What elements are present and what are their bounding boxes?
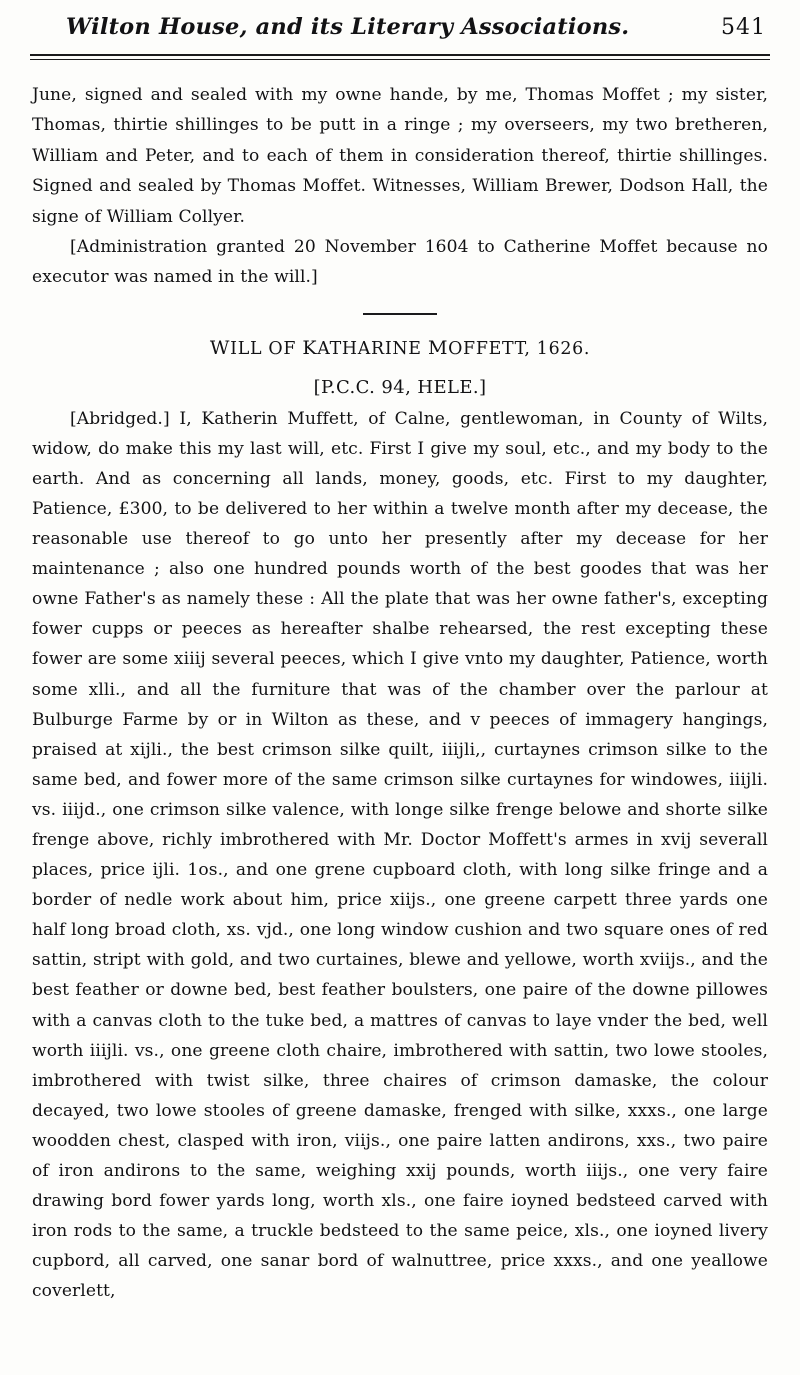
paragraph-will-moffet-continued: June, signed and sealed with my owne hande, by me, Thomas Moffet ; my sister, Thomas, thirtie shillinges to be putt in a ringe ; my overseers, my two bretheren, William and Peter, and to each of them in consideration thereof, thirtie shillinges. Signed and sealed by Thomas Moffet. Witnesses, William Brewer, Dodson Hall, the signe of William Collyer. — [32, 85, 768, 227]
section-heading-will-initial: W — [209, 336, 231, 359]
page-title: Wilton House, and its Literary Associations. — [66, 14, 630, 40]
section-divider — [363, 313, 437, 315]
section-subheading: [P.C.C. 94, HELE.] — [313, 377, 487, 399]
rule-thin — [30, 59, 770, 60]
section-heading-name: ATHARINE — [317, 338, 428, 359]
section-heading-will: ILL OF — [230, 338, 303, 359]
section-heading-surname: OFFETT, 1626. — [448, 338, 591, 359]
rule-thick — [30, 54, 770, 56]
body-text — [28, 80, 772, 1306]
paragraph-will-katharine: [Abridged.] I, Katherin Muffett, of Calne, gentlewoman, in County of Wilts, widow, do make this my last will, etc. First I give my soul, etc., and my body to the earth. And as concerning all lands, money, goods, etc. First to my daughter, Patience, £300, to be delivered to her within a twelve month after my decease, the reasonable use thereof to go unto her presently after my decease for her maintenance ; also one hundred pounds worth of the best goodes that was her owne Father's as namely these : All the plate that was her owne father's, excepting fower cupps or peeces as hereafter shalbe rehearsed, the rest excepting these fower are some xiiij several peeces, which I give vnto my daughter, Patience, worth some xlli., and all the furniture that was of the chamber over the parlour at Bulburge Farme by or in Wilton as these, and v peeces of immagery hangings, praised at xijli., the best crimson silke quilt, iiijli,, curtaynes crimson silke to the same bed, and fower more of the same crimson silke curtaynes for windowes, iiijli. vs. iiijd., one crimson silke valence, with longe silke frenge belowe and shorte silke frenge above, richly imbrothered with Mr. Doctor Moffett's armes in xvij severall places, price ijli. 1os., and one grene cupboard cloth, with long silke fringe and a border of nedle work about him, price xiijs., one greene carpett three yards one half long broad cloth, xs. vjd., one long window cushion and two square ones of red sattin, stript with gold, and two curtaines, blewe and yellowe, worth xviijs., and the best feather or downe bed, best feather boulsters, one paire of the downe pillowes with a canvas cloth to the tuke bed, a mattres of canvas to laye vnder the bed, well worth iiijli. vs., one greene cloth chaire, imbrothered with sattin, two lowe stooles, imbrothered with twist silke, three chaires of crimson damaske, the colour decayed, two lowe stooles of greene damaske, frenged with silke, xxxs., one large woodden chest, clasped with iron, viijs., one paire latten andirons, xxs., two paire of iron andirons to the same, weighing xxij pounds, worth iiijs., one very faire drawing bord fower yards long, worth xls., one faire ioyned bedsteed carved with iron rods to the same, a truckle bedsteed to the same peice, xls., one ioyned livery cupbord, all carved, one sanar bord of walnuttree, price xxxs., and one yeallowe coverlett, — [32, 408, 768, 1302]
page-number: 541 — [721, 15, 766, 40]
header-rules — [30, 54, 770, 60]
paragraph-administration-note: [Administration granted 20 November 1604 to Catherine Moffet because no executor was named in the will.] — [32, 237, 768, 288]
running-head — [28, 14, 772, 40]
section-heading-surname-initial: M — [427, 336, 449, 359]
section-heading-name-initial: K — [302, 336, 318, 359]
section-heading — [32, 333, 768, 364]
